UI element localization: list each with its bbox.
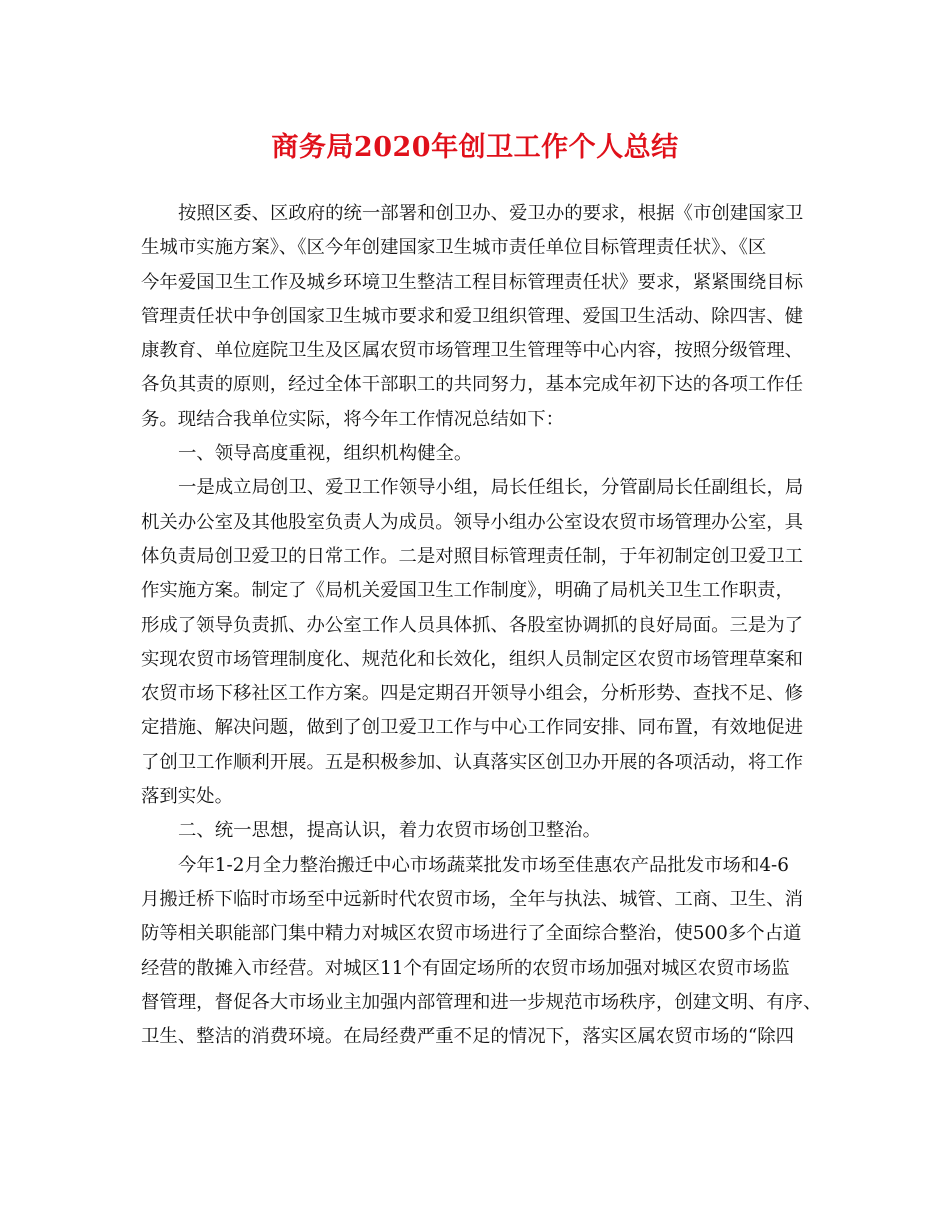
body-line: 管理责任状中争创国家卫生城市要求和爱卫组织管理、爱国卫生活动、除四害、健 [141, 305, 804, 327]
body-line: 形成了领导负责抓、办公室工作人员具体抓、各股室协调抓的良好局面。三是为了 [141, 614, 804, 636]
body-line: 督管理，督促各大市场业主加强内部管理和进一步规范市场秩序，创建文明、有序、 [141, 991, 822, 1013]
body-line: 一是成立局创卫、爱卫工作领导小组，局长任组长，分管副局长任副组长，局 [178, 477, 804, 499]
body-line: 月搬迁桥下临时市场至中远新时代农贸市场，全年与执法、城管、工商、卫生、消 [141, 888, 804, 910]
body-line: 防等相关职能部门集中精力对城区农贸市场进行了全面综合整治，使500多个占道 [141, 923, 802, 945]
body-line: 实现农贸市场管理制度化、规范化和长效化，组织人员制定区农贸市场管理草案和 [141, 648, 804, 670]
body-line: 经营的散摊入市经营。对城区11个有固定场所的农贸市场加强对城区农贸市场监 [141, 957, 790, 979]
body-line: 一、领导高度重视，组织机构健全。 [178, 443, 473, 465]
document-title: 商务局2020年创卫工作个人总结 [271, 132, 679, 163]
body-line: 机关办公室及其他股室负责人为成员。领导小组办公室设农贸市场管理办公室，具 [141, 511, 804, 533]
body-line: 了创卫工作顺利开展。五是积极参加、认真落实区创卫办开展的各项活动，将工作 [141, 751, 804, 773]
body-line: 生城市实施方案》、《区今年创建国家卫生城市责任单位目标管理责任状》、《区 [141, 237, 767, 259]
body-line: 农贸市场下移社区工作方案。四是定期召开领导小组会，分析形势、查找不足、修 [141, 683, 804, 705]
body-line: 定措施、解决问题，做到了创卫爱卫工作与中心工作同安排、同布置，有效地促进 [141, 717, 804, 739]
body-line: 今年1-2月全力整治搬迁中心市场蔬菜批发市场至佳惠农产品批发市场和4-6 [178, 854, 789, 876]
body-line: 今年爱国卫生工作及城乡环境卫生整洁工程目标管理责任状》要求，紧紧围绕目标 [141, 271, 804, 293]
document-body [141, 197, 821, 1054]
body-line: 二、统一思想，提高认识，着力农贸市场创卫整治。 [178, 820, 601, 842]
body-line: 各负其责的原则，经过全体干部职工的共同努力，基本完成年初下达的各项工作任 [141, 374, 804, 396]
body-line: 康教育、单位庭院卫生及区属农贸市场管理卫生管理等中心内容，按照分级管理、 [141, 340, 804, 362]
body-line: 落到实处。 [141, 786, 233, 808]
body-line: 按照区委、区政府的统一部署和创卫办、爱卫办的要求，根据《市创建国家卫 [178, 203, 804, 224]
body-line: 务。现结合我单位实际，将今年工作情况总结如下： [141, 408, 564, 430]
body-line: 体负责局创卫爱卫的日常工作。二是对照目标管理责任制，于年初制定创卫爱卫工 [141, 545, 804, 567]
body-line: 作实施方案。制定了《局机关爱国卫生工作制度》，明确了局机关卫生工作职责， [141, 580, 794, 602]
body-line: 卫生、整洁的消费环境。在局经费严重不足的情况下，落实区属农贸市场的“除四 [141, 1026, 795, 1048]
